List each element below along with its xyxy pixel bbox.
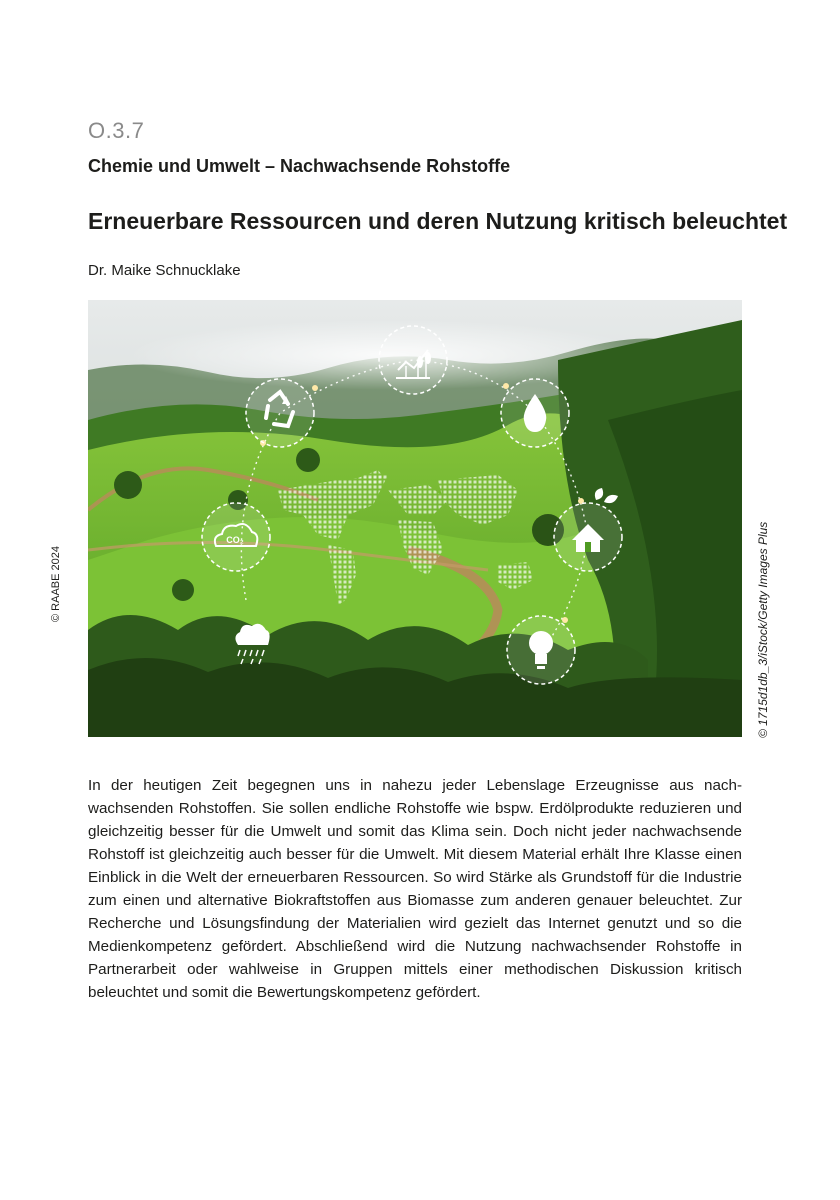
co2-cloud-icon bbox=[202, 503, 270, 571]
light-bulb-icon bbox=[507, 616, 575, 684]
author-name: Dr. Maike Schnucklake bbox=[88, 262, 241, 279]
co2-label: CO₂ bbox=[226, 535, 244, 545]
intro-paragraph: In der heutigen Zeit begegnen uns in nahezu jeder Lebenslage Erzeugnisse aus nachwachsenden Rohstoffen. Sie sollen endliche Rohstoffe wie bspw. Erdölprodukte reduzieren und gleichzeitig besser für die Umwelt und somit das Klima sein. Doch nicht jeder nachwachsende Rohstoff ist gleichzeitig auch besser für die Umwelt. Mit diesem Material erhält Ihre Klasse einen Einblick in die Welt der erneuerbaren Ressourcen. So wird Stärke als Grundstoff für die Industrie zum einen und alternative Biokraftstoffen aus Biomasse zum anderen genauer beleuchtet. Zur Recherche und Lösungsfindung der Materialien wird gezielt das Internet genutzt und so die Medienkompetenz gefördert. Abschließend wird die Nutzung nachwachsender Rohstoffe in Partnerarbeit oder wahlweise in Gruppen mittels einer methodischen Diskussion kritisch beleuchtet und somit die Bewertungskompetenz gefördert. bbox=[88, 777, 742, 1001]
growth-chart-icon bbox=[379, 326, 447, 394]
hero-image bbox=[88, 300, 742, 737]
page-title: Erneuerbare Ressourcen und deren Nutzung kritisch beleuchtet bbox=[88, 208, 788, 234]
copyright-note: © RAABE 2024 bbox=[50, 546, 62, 622]
series-subtitle: Chemie und Umwelt – Nachwachsende Rohstoffe bbox=[88, 156, 511, 176]
image-credit: © 1715d1db_3/iStock/Getty Images Plus bbox=[756, 521, 770, 738]
recycle-icon bbox=[246, 379, 314, 447]
water-drop-icon bbox=[501, 379, 569, 447]
unit-code: O.3.7 bbox=[88, 118, 145, 143]
